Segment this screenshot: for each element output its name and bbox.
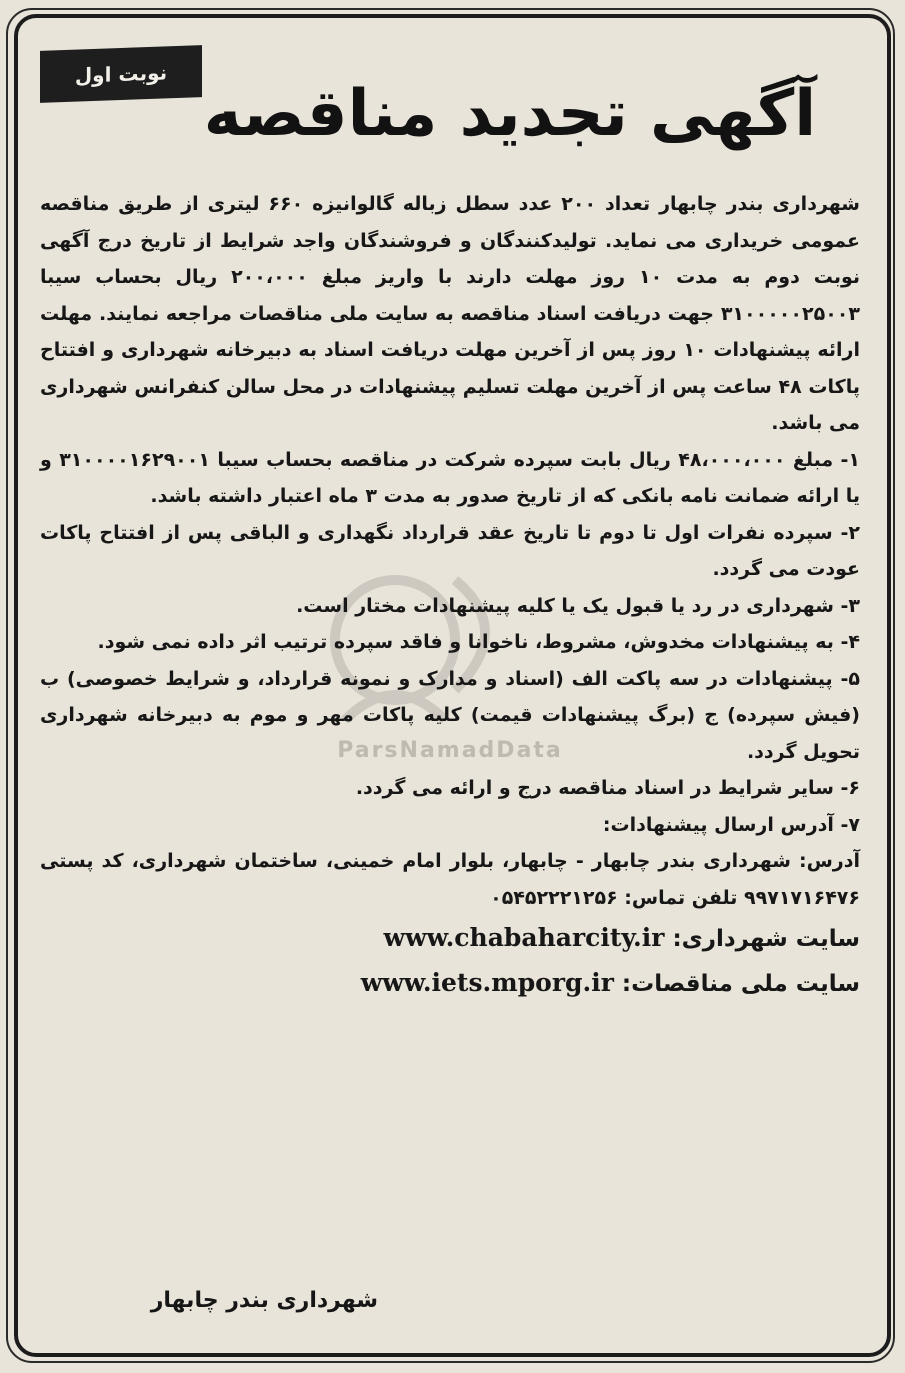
list-item: ۵- پیشنهادات در سه پاکت الف (اسناد و مدارک و نمونه قرارداد، و شرایط خصوصی) ب (فیش سپرده) ج (برگ پیشنهادات قیمت) کلیه پاکات مهر و موم به دبیرخانه شهرداری تحویل گردد. bbox=[40, 667, 860, 763]
notice-title: آگهی تجدید مناقصه bbox=[203, 77, 817, 151]
list-item: ۴- به پیشنهادات مخدوش، مشروط، ناخوانا و فاقد سپرده ترتیب اثر داده نمی شود. bbox=[97, 631, 860, 653]
list-item: ۲- سپرده نفرات اول تا دوم تا تاریخ عقد قرارداد نگهداری و الباقی پس از افتتاح پاکات عودت می گردد. bbox=[40, 521, 860, 580]
list-item: ۳- شهرداری در رد یا قبول یک یا کلیه پیشنهادات مختار است. bbox=[296, 594, 860, 617]
municipality-site-line bbox=[40, 916, 860, 961]
list-item: ۱- مبلغ ۴۸،۰۰۰،۰۰۰ ریال بابت سپرده شرکت در مناقصه بحساب سیبا ۳۱۰۰۰۰۱۶۲۹۰۰۱ و یا ارائه ضمانت نامه بانکی که از تاریخ صدور به مدت ۳ ماه اعتبار داشته باشد. bbox=[40, 448, 860, 507]
signature: شهرداری بندر چابهار bbox=[150, 1288, 378, 1313]
municipality-site-link[interactable]: www.chabaharcity.ir bbox=[383, 923, 665, 952]
badge-first-round: نوبت اول bbox=[40, 45, 202, 103]
national-tender-site-link[interactable]: www.iets.mporg.ir bbox=[360, 968, 614, 997]
municipality-site-label: سایت شهرداری: bbox=[672, 926, 860, 952]
list-item: ۶- سایر شرایط در اسناد مناقصه درج و ارائه می گردد. bbox=[355, 777, 860, 799]
national-tender-site-label: سایت ملی مناقصات: bbox=[621, 971, 860, 997]
intro-paragraph: شهرداری بندر چابهار تعداد ۲۰۰ عدد سطل زباله گالوانیزه ۶۶۰ لیتری از طریق مناقصه عمومی خریداری می نماید. تولیدکنندگان و فروشندگان واجد شرایط از تاریخ درج آگهی نوبت دوم به مدت ۱۰ روز مهلت دارند با واریز مبلغ ۲۰۰،۰۰۰ ریال بحساب سیبا ۳۱۰۰۰۰۰۲۵۰۰۳ جهت دریافت اسناد مناقصه به سایت ملی مناقصات مراجعه نمایند. مهلت ارائه پیشنهادات ۱۰ روز پس از آخرین مهلت دریافت اسناد به دبیرخانه شهرداری و افتتاح پاکات ۴۸ ساعت پس از آخرین مهلت تسلیم پیشنهادات در محل سالن کنفرانس شهرداری می باشد. bbox=[40, 193, 861, 434]
national-tender-site-line bbox=[40, 961, 860, 1006]
watermark-text: ParsNamadData bbox=[337, 738, 563, 763]
list-item: ۷- آدرس ارسال پیشنهادات: bbox=[602, 813, 860, 836]
address-paragraph: آدرس: شهرداری بندر چابهار - چابهار، بلوار امام خمینی، ساختمان شهرداری، کد پستی ۹۹۷۱۷۱۶۴۷۶ تلفن تماس: ۰۵۴۵۲۲۲۱۲۵۶ bbox=[40, 850, 860, 909]
notice-body bbox=[40, 186, 860, 1006]
